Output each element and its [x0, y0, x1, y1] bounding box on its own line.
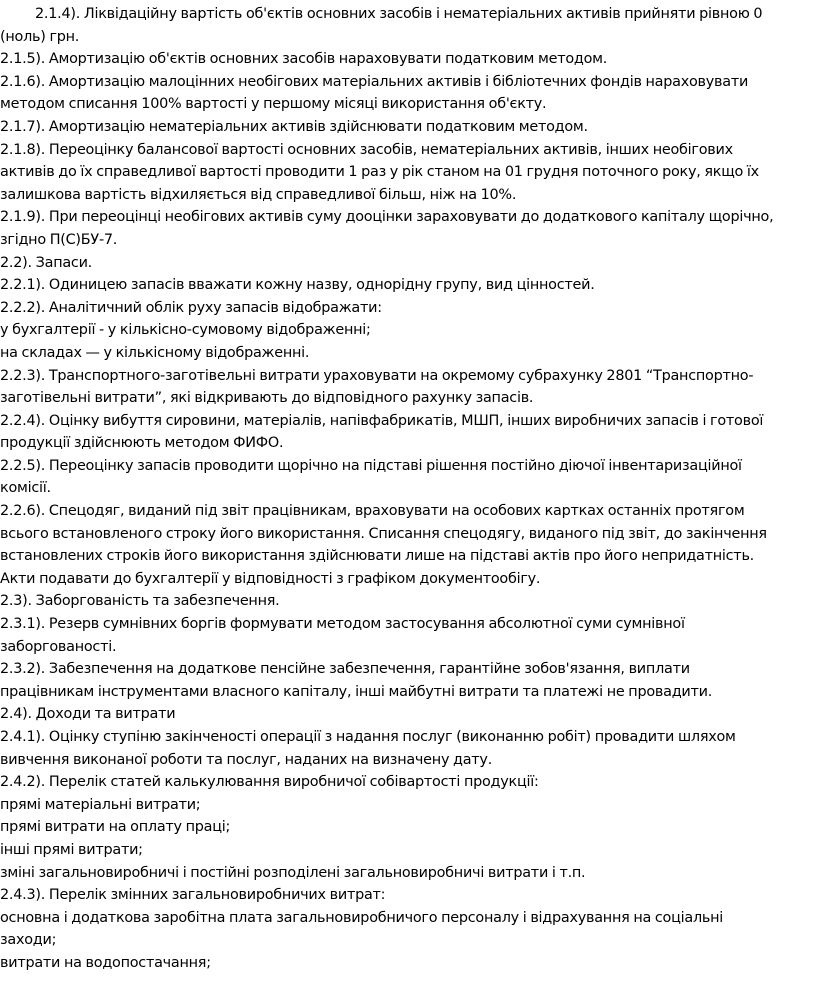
text-line: 2.4.1). Оцінку ступіню закінченості операції з надання послуг (виконанню робіт) провадити шляхом	[0, 729, 736, 745]
text-line: інші прямі витрати;	[0, 841, 143, 858]
text-line: 2.4.2). Перелік статей калькулювання виробничої собівартості продукції:	[0, 774, 539, 791]
text-line: 2.2.3). Транспортного-заготівельні витрати ураховувати на окремому субрахунку 2801 “Транспортно-	[0, 367, 754, 384]
text-line: 2.1.6). Амортизацію малоцінних необігових матеріальних активів і бібліотечних фондів нараховувати	[0, 73, 749, 90]
text-line: 2.3). Заборгованість та забезпечення.	[0, 593, 280, 610]
text-line: 2.2.5). Переоцінку запасів проводити щорічно на підставі рішення постійно діючої інвентаризаційної	[0, 457, 742, 474]
text-line: 2.1.5). Амортизацію об'єктів основних засобів нараховувати податковим методом.	[0, 51, 608, 68]
text-line: згідно П(С)БУ-7.	[0, 231, 118, 248]
text-line: 2.4.3). Перелік змінних загальновиробничих витрат:	[0, 887, 386, 904]
text-line: всього встановленого строку його використання. Списання спецодягу, виданого під звіт, до закінчення	[0, 525, 767, 542]
text-line: заходи;	[0, 932, 57, 949]
text-line: (ноль) грн.	[0, 28, 80, 45]
text-line: витрати на водопостачання;	[0, 954, 211, 971]
text-line: 2.2.2). Аналітичний облік руху запасів відображати:	[0, 299, 382, 316]
text-line: 2.4). Доходи та витрати	[0, 706, 176, 723]
document-body	[0, 3, 812, 975]
text-line: 2.1.7). Амортизацію нематеріальних активів здійснювати податковим методом.	[0, 118, 588, 135]
text-line: встановлених строків його використання здійснювати лише на підставі актів про його непридатність.	[0, 548, 754, 565]
text-line: вивчення виконаної роботи та послуг, наданих на визначену дату.	[0, 751, 493, 768]
text-line: 2.2). Запаси.	[0, 254, 93, 271]
text-line: заборгованості.	[0, 638, 117, 655]
text-line: 2.1.4). Ліквідаційну вартість об'єктів основних засобів і нематеріальних активів прийняти рівною 0	[35, 6, 763, 22]
text-line: основна і додаткова заробітна плата загальновиробничого персоналу і відрахування на соціальні	[0, 909, 724, 926]
text-line: зміні загальновиробничі і постійні розподілені загальновиробничі витрати і т.п.	[0, 864, 586, 881]
text-line: 2.1.9). При переоцінці необігових активів суму дооцінки зараховувати до додаткового капіталу щорічно,	[0, 209, 774, 226]
text-line: працівникам інструментами власного капіталу, інші майбутні витрати та платежі не провадити.	[0, 683, 713, 700]
text-line: прямі витрати на оплату праці;	[0, 819, 231, 836]
text-line: у бухгалтерії - у кількісно-сумовому відображенні;	[0, 322, 371, 339]
text-line: продукції здійснюють методом ФИФО.	[0, 435, 284, 452]
text-line: методом списання 100% вартості у першому місяці використання об'єкту.	[0, 96, 547, 113]
text-line: заготівельні витрати”, які відкривають до відповідного рахунку запасів.	[0, 390, 534, 407]
text-line: 2.2.1). Одиницею запасів вважати кожну назву, однорідну групу, вид цінностей.	[0, 277, 595, 294]
text-line: 2.2.6). Спецодяг, виданий під звіт працівникам, враховувати на особових картках останніх протягом	[0, 503, 745, 520]
text-line: комісії.	[0, 480, 51, 497]
text-line: залишкова вартість відхиляється від справедливої більш, ніж на 10%.	[0, 186, 517, 203]
text-line: прямі матеріальні витрати;	[0, 796, 201, 813]
text-line: Акти подавати до бухгалтерії у відповідності з графіком документообігу.	[0, 570, 541, 587]
text-line: 2.3.2). Забезпечення на додаткове пенсійне забезпечення, гарантійне зобов'язання, виплати	[0, 661, 690, 678]
text-line: на складах — у кількісному відображенні.	[0, 344, 310, 361]
text-line: активів до їх справедливої вартості проводити 1 раз у рік станом на 01 грудня поточного року, якщо їх	[0, 164, 759, 181]
text-line: 2.2.4). Оцінку вибуття сировини, матеріалів, напівфабрикатів, МШП, інших виробничих запасів і готової	[0, 412, 764, 429]
text-line: 2.1.8). Переоцінку балансової вартості основних засобів, нематеріальних активів, інших необігових	[0, 141, 733, 158]
text-line: 2.3.1). Резерв сумнівних боргів формувати методом застосування абсолютної суми сумнівної	[0, 616, 685, 633]
